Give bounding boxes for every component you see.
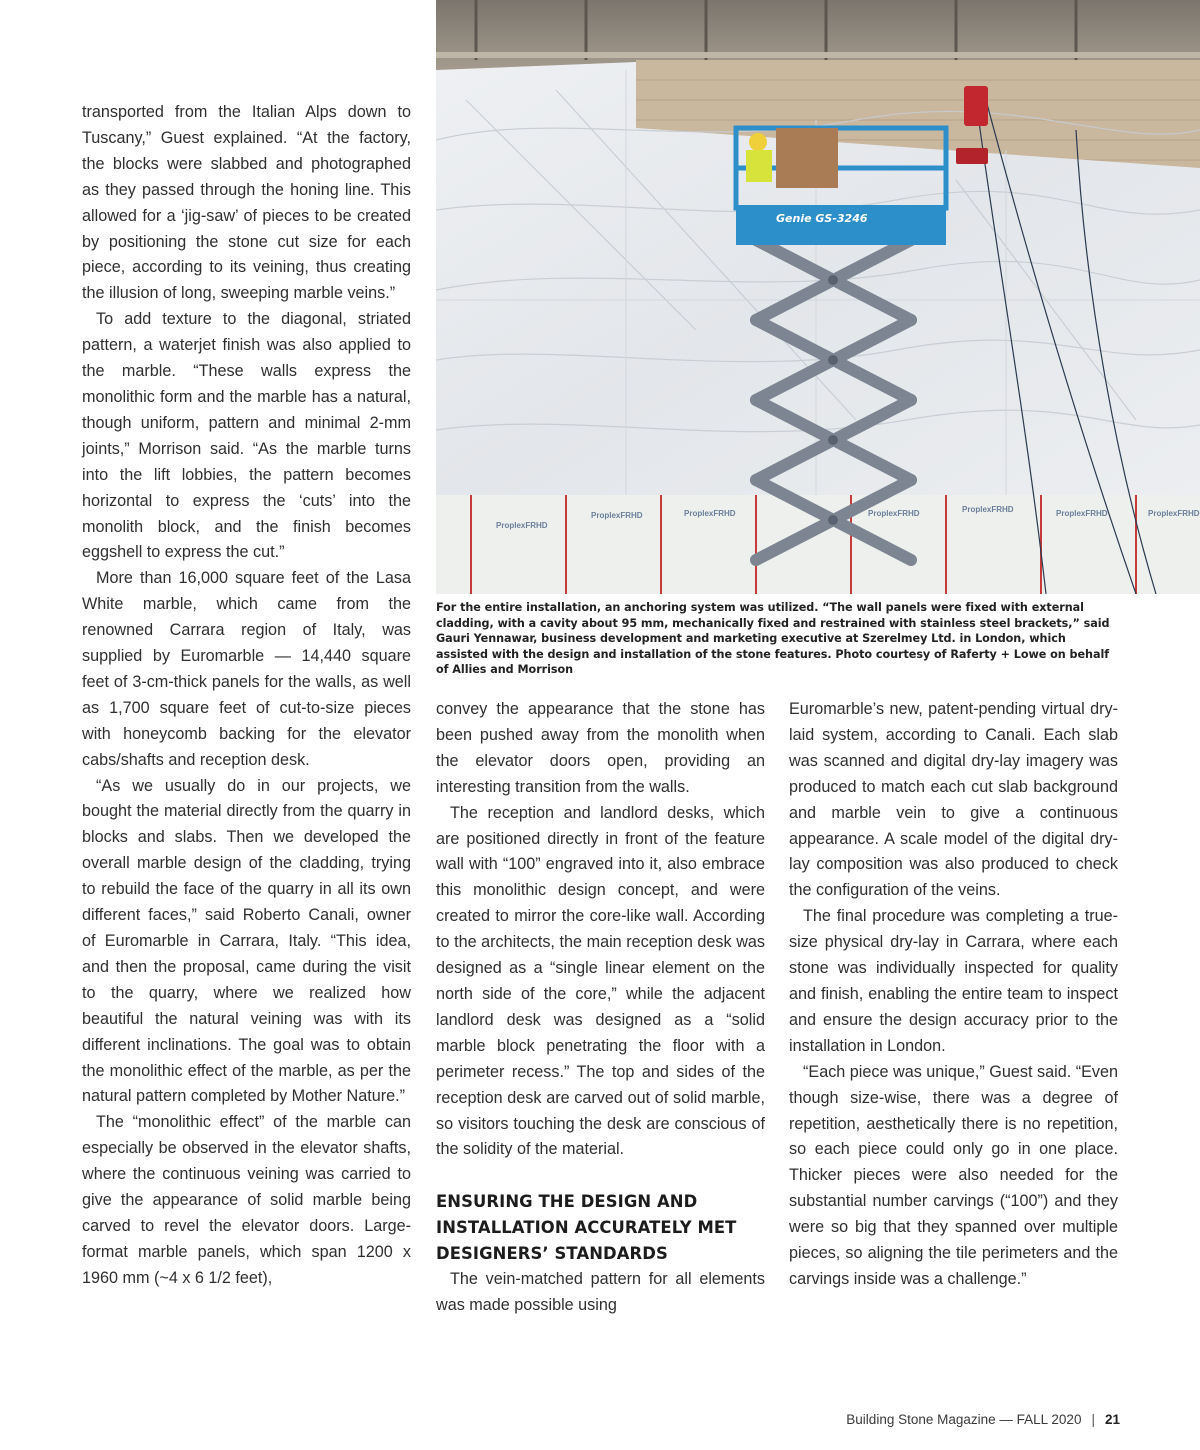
paragraph: The final procedure was completing a true-size physical dry-lay in Carrara, where each stone was individually inspected for quality and finish, enabling the entire team to inspect and ensure the design accuracy prior to the installation in London. (789, 907, 1118, 1055)
column-3 (789, 697, 1118, 1293)
board-label: ProplexFRHD (1148, 509, 1200, 518)
board-label: ProplexFRHD (496, 521, 548, 530)
photo-caption: For the entire installation, an anchoring system was utilized. “The wall panels were fixed with external cladding, with a cavity about 95 mm, mechanically fixed and restrained with stainless steel brackets,” said Gauri Yennawar, business development and marketing executive at Szerelmey Ltd. in London, which assisted with the design and installation of the stone features. Photo courtesy of Raferty + Lowe on behalf of Allies and Morrison (436, 601, 1110, 677)
lift-platform (736, 205, 946, 245)
board-label: ProplexFRHD (684, 509, 736, 518)
column-1 (82, 100, 411, 1292)
paragraph: The “monolithic effect” of the marble can especially be observed in the elevator shafts, where the continuous veining was carried to give the appearance of solid marble being carved to revel the elevator doors. Large-format marble panels, which span 1200 x 1960 mm (~4 x 6 1/2 feet), (82, 1113, 411, 1287)
paragraph: To add texture to the diagonal, striated pattern, a waterjet finish was also applied to the marble. “These walls express the monolithic form and the marble has a natural, though uniform, pattern and minimal 2-mm joints,” Morrison said. “As the marble turns into the lift lobbies, the pattern becomes horizontal to express the ‘cuts’ into the monolith block, and the finish becomes eggshell to express the cut.” (82, 310, 411, 562)
board-label: ProplexFRHD (962, 505, 1014, 514)
paragraph: Euromarble’s new, patent-pending virtual dry-laid system, according to Canali. Each slab was scanned and digital dry-lay imagery was produced to match each cut slab background and marble vein to give a continuous appearance. A scale model of the digital dry-lay composition was also produced to check the configuration of the veins. (789, 700, 1118, 900)
worker (746, 150, 772, 182)
lift-brand-label: Genie GS-3246 (776, 212, 868, 225)
paragraph: More than 16,000 square feet of the Lasa White marble, which came from the renowned Carrara region of Italy, was supplied by Euromarble — 14,440 square feet of 3-cm-thick panels for the walls, as well as 1,700 square feet of cut-to-size pieces with honeycomb backing for the elevator cabs/shafts and reception desk. (82, 569, 411, 769)
paragraph: “Each piece was unique,” Guest said. “Even though size-wise, there was a degree of repetition, aesthetically there is no repetition, so each piece could only go in one place. Thicker pieces were also needed for the substantial number carvings (“100”) and they were so big that they spanned over multiple pieces, so aligning the tile perimeters and the carvings inside was a challenge.” (789, 1062, 1118, 1288)
paragraph: The reception and landlord desks, which are positioned directly in front of the feature wall with “100” engraved into it, also embrace this monolithic design concept, and were created to mirror the core-like wall. According to the architects, the main reception desk was designed as a “single linear element on the north side of the core,” while the adjacent landlord desk was designed as a “solid marble block penetrating the floor with a perimeter recess.” The top and sides of the reception desk are carved out of solid marble, so visitors touching the desk are conscious of the solidity of the material. (436, 803, 765, 1159)
board-label: ProplexFRHD (591, 511, 643, 520)
box (776, 128, 838, 188)
article-photo (436, 0, 1200, 594)
scissor-lift-photo (436, 0, 1200, 594)
column-2 (436, 697, 765, 1319)
page-footer (700, 1412, 1120, 1427)
section-heading: ENSURING THE DESIGN AND INSTALLATION ACCURATELY MET DESIGNERS’ STANDARDS (436, 1192, 737, 1264)
hoist-icon (964, 86, 988, 126)
page-number: 21 (1104, 1412, 1120, 1427)
board-label: ProplexFRHD (1056, 509, 1108, 518)
board-label: ProplexFRHD (868, 509, 920, 518)
paragraph: The vein-matched pattern for all elements was made possible using (436, 1270, 765, 1315)
magazine-issue: Building Stone Magazine — FALL 2020 (846, 1412, 1082, 1427)
paragraph: transported from the Italian Alps down to Tuscany,” Guest explained. “At the factory, the blocks were slabbed and photographed as they passed through the honing line. This allowed for a ‘jig-saw’ of pieces to be created by positioning the stone cut size for each piece, according to its veining, thus creating the illusion of long, sweeping marble veins.” (82, 103, 411, 303)
paragraph: “As we usually do in our projects, we bought the material directly from the quarry in blocks and slabs. Then we developed the overall marble design of the cladding, trying to rebuild the face of the quarry in all its own different faces,” said Roberto Canali, owner of Euromarble in Carrara, Italy. “This idea, and then the proposal, came during the visit to the quarry, where we realized how beautiful the natural veining was with its different inclinations. The goal was to obtain the monolithic effect of the marble, as per the natural pattern completed by Mother Nature.” (82, 776, 411, 1106)
footer-separator: | (1091, 1412, 1095, 1427)
paragraph: convey the appearance that the stone has been pushed away from the monolith when the elevator doors open, providing an interesting transition from the walls. (436, 700, 765, 796)
